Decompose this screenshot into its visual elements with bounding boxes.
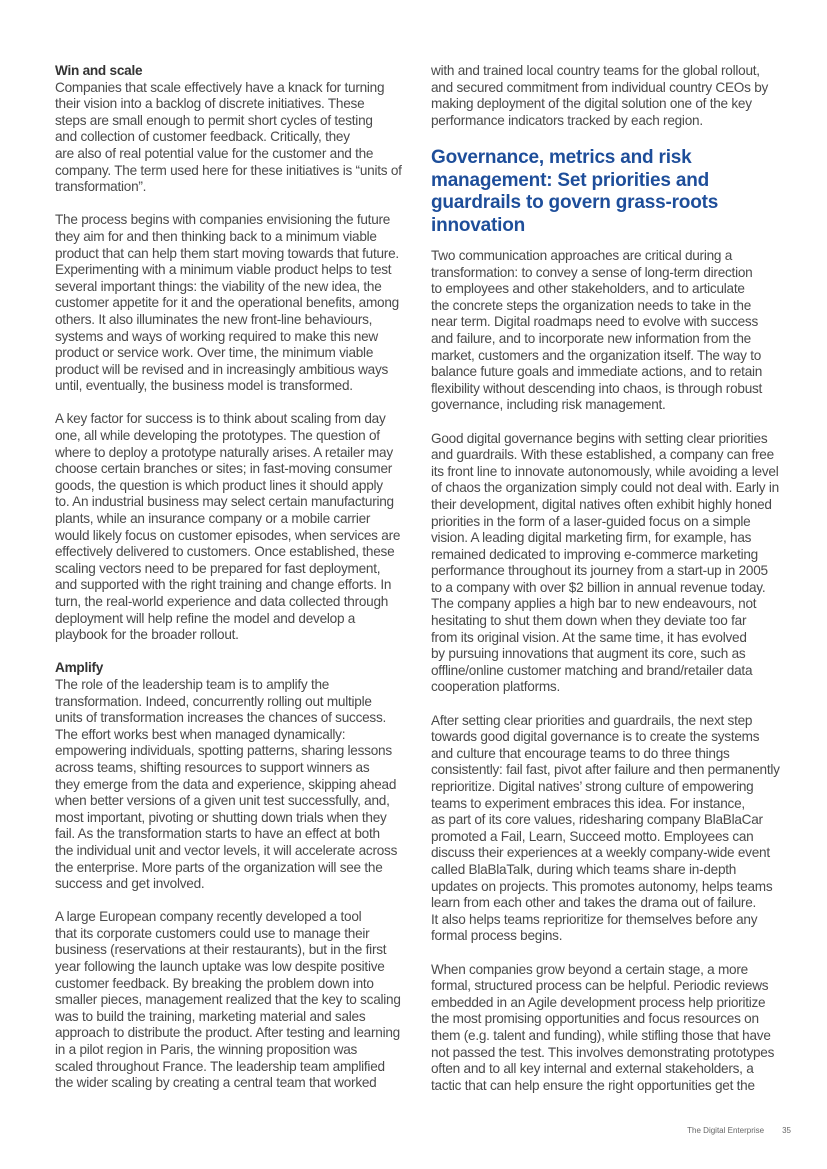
subheading-win-and-scale: Win and scale	[55, 63, 143, 78]
paragraph	[55, 63, 427, 196]
section-heading: Governance, metrics and risk management: Set priorities and guardrails to govern grass-roots innovation	[431, 147, 719, 236]
footer-title: The Digital Enterprise	[687, 1126, 765, 1135]
paragraph: A key factor for success is to think about scaling from day one, all while developing the prototypes. The question of where to deploy a prototype naturally arises. A retailer may choose certain branches or sites; in fast-moving consumer goods, the question is which product lines it should apply to. An industrial business may select certain manufacturing plants, while an insurance company or a mobile carrier would likely focus on customer episodes, when services are effectively delivered to customers. Once established, these scaling vectors need to be prepared for fast deployment, and supported with the right training and change efforts. In turn, the real-world experience and data collected through deployment will help refine the model and develop a playbook for the broader rollout.	[55, 411, 401, 643]
paragraph: Good digital governance begins with setting clear priorities and guardrails. With these established, a company can free its front line to innovate autonomously, while avoiding a level of chaos the organization simply could not deal with. Early in their development, digital natives often exhibit highly honed priorities in the form of a laser-guided focus on a simple vision. A leading digital marketing firm, for example, has remained dedicated to improving e-commerce marketing performance throughout its journey from a start-up in 2005 to a company with over $2 billion in annual revenue today. The company applies a high bar to new endeavours, not hesitating to shut them down when they deviate too far from its original vision. At the same time, it has evolved by pursuing innovations that augment its core, such as offline/online customer matching and brand/retailer data cooperation platforms.	[431, 430, 779, 695]
paragraph: Two communication approaches are critical during a transformation: to convey a sense of long-term direction to employees and other stakeholders, and to articulate the concrete steps the organization needs to take in the near term. Digital roadmaps need to evolve with success and failure, and to incorporate new information from the market, customers and the organization itself. The way to balance future goals and immediate actions, and to retain flexibility without descending into chaos, is through robust governance, including risk management.	[431, 248, 763, 413]
paragraph-text: Companies that scale effectively have a knack for turning their vision into a backlog of discrete initiatives. These steps are small enough to permit short cycles of testing and collection of customer feedback. Critically, they are also of real potential value for the customer and the company. The term used here for these initiatives is “units of transformation”.	[55, 79, 402, 195]
right-column	[431, 63, 803, 1111]
subheading-amplify: Amplify	[55, 660, 104, 676]
paragraph: When companies grow beyond a certain stage, a more formal, structured process can be helpful. Periodic reviews embedded in an Agile development process help prioritize the most promising opportunities and focus resources on them (e.g. talent and funding), while stifling those that have not passed the test. This involves demonstrating prototypes often and to all key internal and external stakeholders, a tactic that can help ensure the right opportunities get the	[431, 961, 775, 1093]
paragraph: After setting clear priorities and guardrails, the next step towards good digital governance is to create the systems and culture that encourage teams to do three things consistently: fail fast, pivot after failure and then permanently reprioritize. Digital natives’ strong culture of empowering teams to experiment embraces this idea. For instance, as part of its core values, ridesharing company BlaBlaCar promoted a Fail, Learn, Succeed motto. Employees can discuss their experiences at a weekly company-wide event called BlaBlaTalk, during which teams share in-depth updates on projects. This promotes autonomy, helps teams learn from each other and takes the drama out of failure. It also helps teams reprioritize for themselves before any formal process begins.	[431, 712, 780, 944]
left-column	[55, 63, 427, 1108]
paragraph-text: The role of the leadership team is to amplify the transformation. Indeed, concurrently rolling out multiple units of transformation increases the chances of success. The effort works best when managed dynamically: empowering individuals, spotting patterns, sharing lessons across teams, shifting resources to support winners as they emerge from the data and experience, skipping ahead when better versions of a given unit test successfully, and, most important, pivoting or shutting down trials when they fail. As the transformation starts to have an effect at both the individual unit and vector levels, it will accelerate across the enterprise. More parts of the organization will see the success and get involved.	[55, 676, 398, 892]
paragraph: A large European company recently developed a tool that its corporate customers could use to manage their business (reservations at their restaurants), but in the first year following the launch uptake was low despite positive customer feedback. By breaking the problem down into smaller pieces, management realized that the key to scaling was to build the training, marketing material and sales approach to distribute the product. After testing and learning in a pilot region in Paris, the winning proposition was scaled throughout France. The leadership team amplified the wider scaling by creating a central team that worked	[55, 909, 401, 1091]
paragraph: The process begins with companies envisioning the future they aim for and then thinking back to a minimum viable product that can help them start moving towards that future. Experimenting with a minimum viable product helps to test several important things: the viability of the new idea, the customer appetite for it and the operational benefits, among others. It also illuminates the new front-line behaviours, systems and ways of working required to make this new product or service work. Over time, the minimum viable product will be revised and in increasingly ambitious ways until, eventually, the business model is transformed.	[55, 212, 399, 394]
page-number: 35	[782, 1126, 791, 1135]
paragraph	[55, 660, 427, 892]
paragraph: with and trained local country teams for the global rollout, and secured commitment from individual country CEOs by making deployment of the digital solution one of the key performance indicators tracked by each region.	[431, 63, 769, 128]
page-footer	[669, 1126, 791, 1135]
